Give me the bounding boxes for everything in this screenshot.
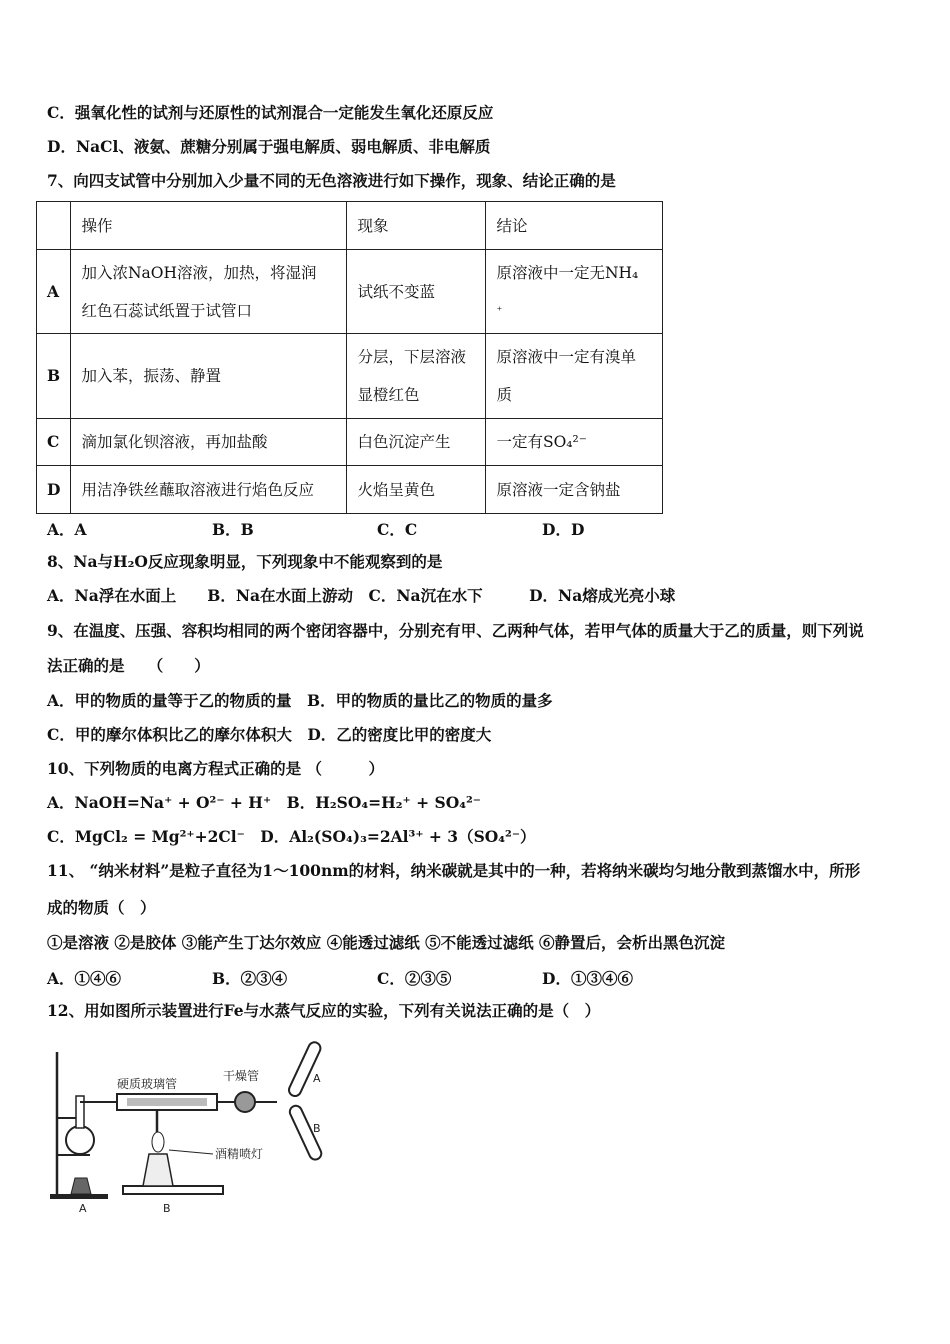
lamp-pointer [169, 1150, 213, 1154]
table-cell [37, 202, 71, 250]
cell-conclusion: 一定有SO₄²⁻ [486, 419, 663, 466]
table-header-operation: 操作 [71, 202, 347, 250]
q9-stem-cont: 法正确的是 （ ） [47, 656, 210, 675]
q11-option-a: A．①④⑥ [47, 969, 122, 988]
stand-base-b [123, 1186, 223, 1194]
burner-a [71, 1178, 91, 1194]
apparatus-figure [45, 1030, 345, 1220]
q8-stem: 8、Na与H₂O反应现象明显，下列现象中不能观察到的是 [47, 552, 443, 571]
flask-neck [76, 1096, 84, 1128]
cell-line: 分层，下层溶液 [357, 348, 466, 366]
q11-stem-cont: 成的物质（ ） [47, 898, 156, 917]
cell-phenomenon [347, 334, 486, 419]
cell-phenomenon: 白色沉淀产生 [347, 419, 486, 466]
cell-operation [71, 250, 347, 334]
table-row [37, 466, 663, 514]
q10-options-ab: A．NaOH=Na⁺ + O²⁻ + H⁺ B．H₂SO₄=H₂⁺ + SO₄²⁻ [47, 793, 481, 812]
label-tube-b: B [313, 1122, 321, 1135]
cell-phenomenon [347, 250, 486, 334]
table-header-phenomenon: 现象 [347, 202, 486, 250]
cell-conclusion [486, 250, 663, 334]
q11-option-d: D．①③④⑥ [542, 969, 633, 988]
cell-operation: 用洁净铁丝蘸取溶液进行焰色反应 [71, 466, 347, 514]
label-tube-a: A [313, 1072, 321, 1085]
cell-line: 加入苯，振荡、静置 [81, 367, 221, 385]
cell-line: ⁺ [496, 303, 503, 317]
q10-stem: 10、下列物质的电离方程式正确的是 （ ） [47, 759, 384, 778]
cell-line: 加入浓NaOH溶液，加热，将湿润 [81, 263, 317, 282]
q7-table [36, 201, 663, 514]
alcohol-lamp [143, 1154, 173, 1186]
row-label: D [37, 466, 71, 514]
q12-stem: 12、用如图所示装置进行Fe与水蒸气反应的实验，下列有关说法正确的是（ ） [47, 1001, 601, 1020]
cell-line: 质 [496, 386, 512, 404]
row-label: B [37, 334, 71, 419]
q6-option-c: C．强氧化性的试剂与还原性的试剂混合一定能发生氧化还原反应 [47, 103, 494, 122]
q9-options-cd: C．甲的摩尔体积比乙的摩尔体积大 D．乙的密度比甲的密度大 [47, 725, 492, 744]
cell-conclusion [486, 334, 663, 419]
cell-conclusion: 原溶液一定含钠盐 [486, 466, 663, 514]
q11-option-b: B．②③④ [212, 969, 288, 988]
q7-option-a: A．A [47, 520, 87, 539]
cell-phenomenon: 火焰呈黄色 [347, 466, 486, 514]
table-row [37, 419, 663, 466]
label-a: A [79, 1202, 87, 1215]
stand-base-a [50, 1194, 108, 1199]
q11-items: ①是溶液 ②是胶体 ③能产生丁达尔效应 ④能透过滤纸 ⑤不能透过滤纸 ⑥静置后，会析出黑色沉淀 [47, 933, 725, 952]
cell-operation: 滴加氯化钡溶液，再加盐酸 [71, 419, 347, 466]
cell-line: 原溶液中一定有溴单 [496, 348, 636, 366]
flask [66, 1126, 94, 1154]
cell-line: 显橙红色 [357, 386, 420, 404]
row-label: C [37, 419, 71, 466]
q9-options-ab: A．甲的物质的量等于乙的物质的量 B．甲的物质的量比乙的物质的量多 [47, 691, 553, 710]
label-dryer: 干燥管 [223, 1069, 260, 1083]
q7-option-c: C．C [377, 520, 418, 539]
q10-options-cd: C．MgCl₂ = Mg²⁺+2Cl⁻ D．Al₂(SO₄)₃=2Al³⁺ + 3（SO₄²⁻） [47, 827, 536, 846]
q8-options: A．Na浮在水面上 B．Na在水面上游动 C．Na沉在水下 D．Na熔成光亮小球 [47, 586, 676, 605]
cell-operation [71, 334, 347, 419]
table-row [37, 334, 663, 419]
table-header-row [37, 202, 663, 250]
label-glass-tube: 硬质玻璃管 [117, 1077, 178, 1091]
table-header-conclusion: 结论 [486, 202, 663, 250]
row-label: A [37, 250, 71, 334]
cell-line: 试纸不变蓝 [357, 282, 435, 301]
q11-stem: 11、 “纳米材料”是粒子直径为1～100nm的材料，纳米碳就是其中的一种，若将纳米碳均匀地分散到蒸馏水中，所形 [47, 861, 861, 880]
iron-powder [127, 1098, 207, 1106]
q7-option-b: B．B [212, 520, 254, 539]
label-b: B [163, 1202, 171, 1215]
cell-line: 红色石蕊试纸置于试管口 [81, 301, 252, 320]
test-tube-a [287, 1040, 322, 1098]
q11-option-c: C．②③⑤ [377, 969, 452, 988]
q6-option-d: D．NaCl、液氨、蔗糖分别属于强电解质、弱电解质、非电解质 [47, 137, 491, 156]
drying-tube [235, 1092, 255, 1112]
q7-stem: 7、向四支试管中分别加入少量不同的无色溶液进行如下操作，现象、结论正确的是 [47, 171, 616, 190]
q9-stem: 9、在温度、压强、容积均相同的两个密闭容器中，分别充有甲、乙两种气体，若甲气体的质量大于乙的质量，则下列说 [47, 621, 864, 640]
q7-option-d: D．D [542, 520, 585, 539]
table-row [37, 250, 663, 334]
cell-line: 原溶液中一定无NH₄ [496, 263, 639, 282]
label-lamp: 酒精喷灯 [215, 1147, 264, 1161]
lamp-flame [152, 1132, 164, 1152]
